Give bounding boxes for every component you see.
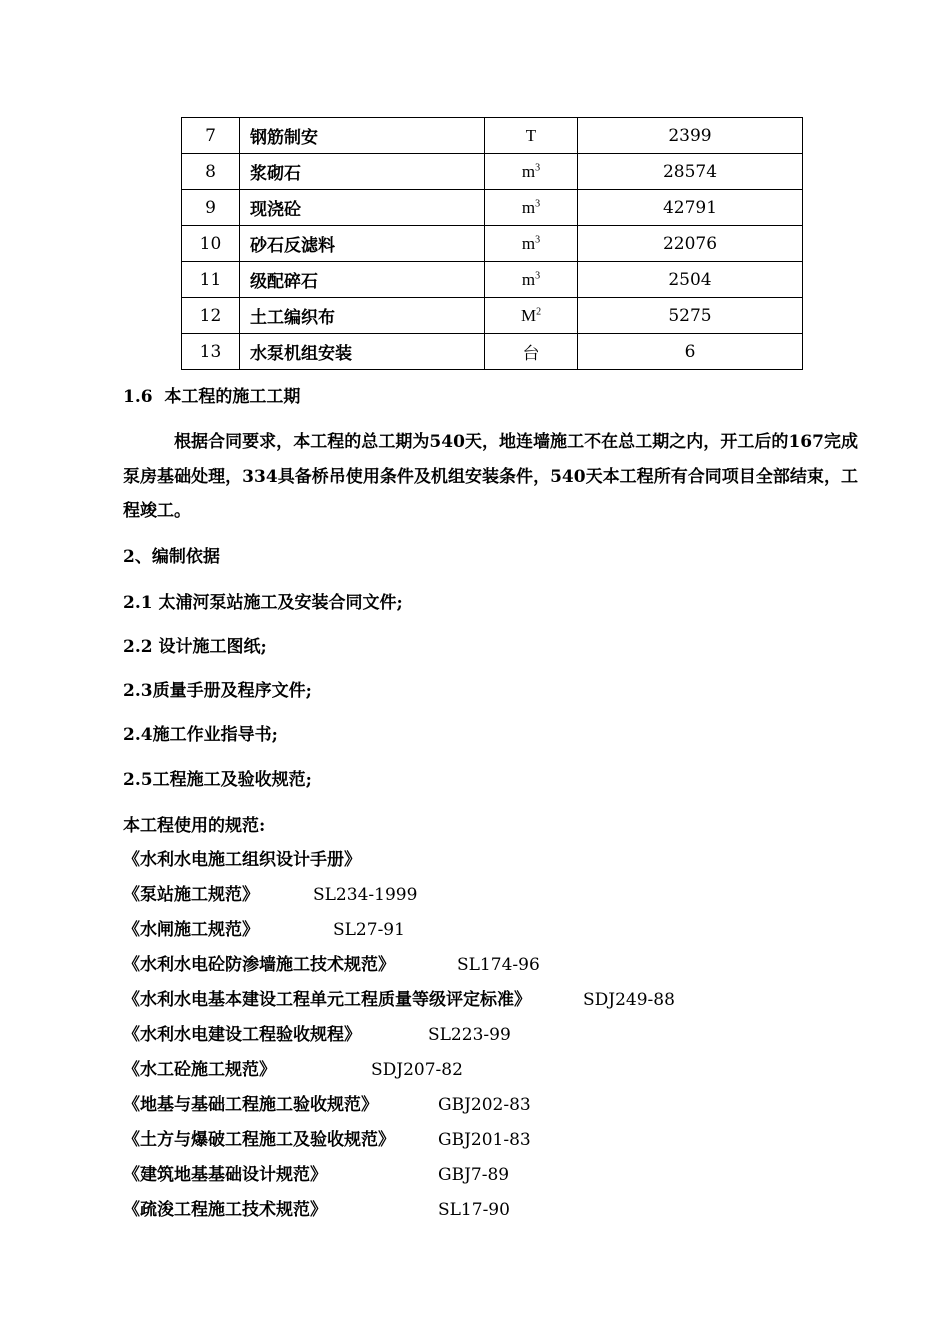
section-1-6-heading: 1.6 本工程的施工工期 bbox=[123, 387, 301, 407]
row-item: 土工编织布 bbox=[240, 298, 485, 334]
row-unit bbox=[485, 298, 578, 334]
section-2-heading: 2、编制依据 bbox=[123, 547, 220, 567]
unit-superscript: 2 bbox=[536, 305, 542, 317]
unit-text: m bbox=[521, 161, 536, 181]
standard-code: GBJ7-89 bbox=[438, 1165, 510, 1185]
row-quantity: 5275 bbox=[578, 298, 803, 334]
basis-item-4: 2.4施工作业指导书; bbox=[123, 725, 278, 745]
standard-code: GBJ201-83 bbox=[438, 1130, 531, 1150]
row-quantity: 6 bbox=[578, 334, 803, 370]
basis-item-2: 2.2 设计施工图纸; bbox=[123, 637, 267, 657]
standard-title: 《地基与基础工程施工验收规范》 bbox=[123, 1095, 378, 1115]
row-item: 水泵机组安装 bbox=[240, 334, 485, 370]
standard-code: SL234-1999 bbox=[313, 885, 418, 905]
standard-title: 《水利水电施工组织设计手册》 bbox=[123, 850, 361, 870]
table-row bbox=[182, 334, 803, 370]
row-quantity: 28574 bbox=[578, 154, 803, 190]
row-unit bbox=[485, 190, 578, 226]
row-item: 钢筋制安 bbox=[240, 118, 485, 154]
unit-text: m bbox=[521, 269, 536, 289]
row-item: 现浇砼 bbox=[240, 190, 485, 226]
unit-superscript: 3 bbox=[535, 197, 541, 209]
table-row bbox=[182, 226, 803, 262]
standard-code: SL223-99 bbox=[428, 1025, 511, 1045]
standard-title: 《水闸施工规范》 bbox=[123, 920, 259, 940]
standard-title: 《疏浚工程施工技术规范》 bbox=[123, 1200, 327, 1220]
standard-title: 《泵站施工规范》 bbox=[123, 885, 259, 905]
table-row bbox=[182, 262, 803, 298]
row-number: 7 bbox=[182, 118, 240, 154]
unit-superscript: 3 bbox=[535, 269, 541, 281]
row-number: 13 bbox=[182, 334, 240, 370]
row-item: 级配碎石 bbox=[240, 262, 485, 298]
row-unit bbox=[485, 118, 578, 154]
unit-text: m bbox=[521, 197, 536, 217]
standard-code: GBJ202-83 bbox=[438, 1095, 531, 1115]
row-number: 12 bbox=[182, 298, 240, 334]
standard-title: 《水利水电建设工程验收规程》 bbox=[123, 1025, 361, 1045]
standard-code: SL17-90 bbox=[438, 1200, 510, 1220]
basis-item-3: 2.3质量手册及程序文件; bbox=[123, 681, 312, 701]
table-row bbox=[182, 190, 803, 226]
standard-code: SL174-96 bbox=[457, 955, 540, 975]
unit-text: M bbox=[520, 305, 537, 325]
row-quantity: 22076 bbox=[578, 226, 803, 262]
row-unit bbox=[485, 154, 578, 190]
row-number: 11 bbox=[182, 262, 240, 298]
unit-text: T bbox=[525, 125, 537, 145]
standard-title: 《水利水电基本建设工程单元工程质量等级评定标准》 bbox=[123, 990, 531, 1010]
row-unit bbox=[485, 226, 578, 262]
standard-code: SL27-91 bbox=[333, 920, 405, 940]
standard-code: SDJ249-88 bbox=[583, 990, 675, 1010]
row-unit bbox=[485, 262, 578, 298]
standard-code: SDJ207-82 bbox=[371, 1060, 463, 1080]
quantity-table bbox=[181, 117, 803, 370]
table-row bbox=[182, 298, 803, 334]
row-number: 10 bbox=[182, 226, 240, 262]
basis-item-5: 2.5工程施工及验收规范; bbox=[123, 770, 312, 790]
row-number: 8 bbox=[182, 154, 240, 190]
quantity-table-body bbox=[182, 118, 803, 370]
standards-intro: 本工程使用的规范: bbox=[123, 816, 266, 836]
table-row bbox=[182, 118, 803, 154]
standard-title: 《土方与爆破工程施工及验收规范》 bbox=[123, 1130, 395, 1150]
standard-title: 《水利水电砼防渗墙施工技术规范》 bbox=[123, 955, 395, 975]
row-item: 浆砌石 bbox=[240, 154, 485, 190]
row-item: 砂石反滤料 bbox=[240, 226, 485, 262]
section-1-6-paragraph: 根据合同要求，本工程的总工期为540天，地连墙施工不在总工期之内，开工后的167完成泵房基础处理，334具备桥吊使用条件及机组安装条件，540天本工程所有合同项目全部结束，工程竣工。 bbox=[123, 432, 858, 521]
standard-title: 《建筑地基基础设计规范》 bbox=[123, 1165, 327, 1185]
row-quantity: 2399 bbox=[578, 118, 803, 154]
row-unit bbox=[485, 334, 578, 370]
row-quantity: 42791 bbox=[578, 190, 803, 226]
unit-text: 台 bbox=[522, 344, 540, 363]
row-number: 9 bbox=[182, 190, 240, 226]
table-row bbox=[182, 154, 803, 190]
unit-superscript: 3 bbox=[535, 161, 541, 173]
basis-item-1: 2.1 太浦河泵站施工及安装合同文件; bbox=[123, 593, 403, 613]
unit-superscript: 3 bbox=[535, 233, 541, 245]
row-quantity: 2504 bbox=[578, 262, 803, 298]
standard-title: 《水工砼施工规范》 bbox=[123, 1060, 276, 1080]
unit-text: m bbox=[521, 233, 536, 253]
